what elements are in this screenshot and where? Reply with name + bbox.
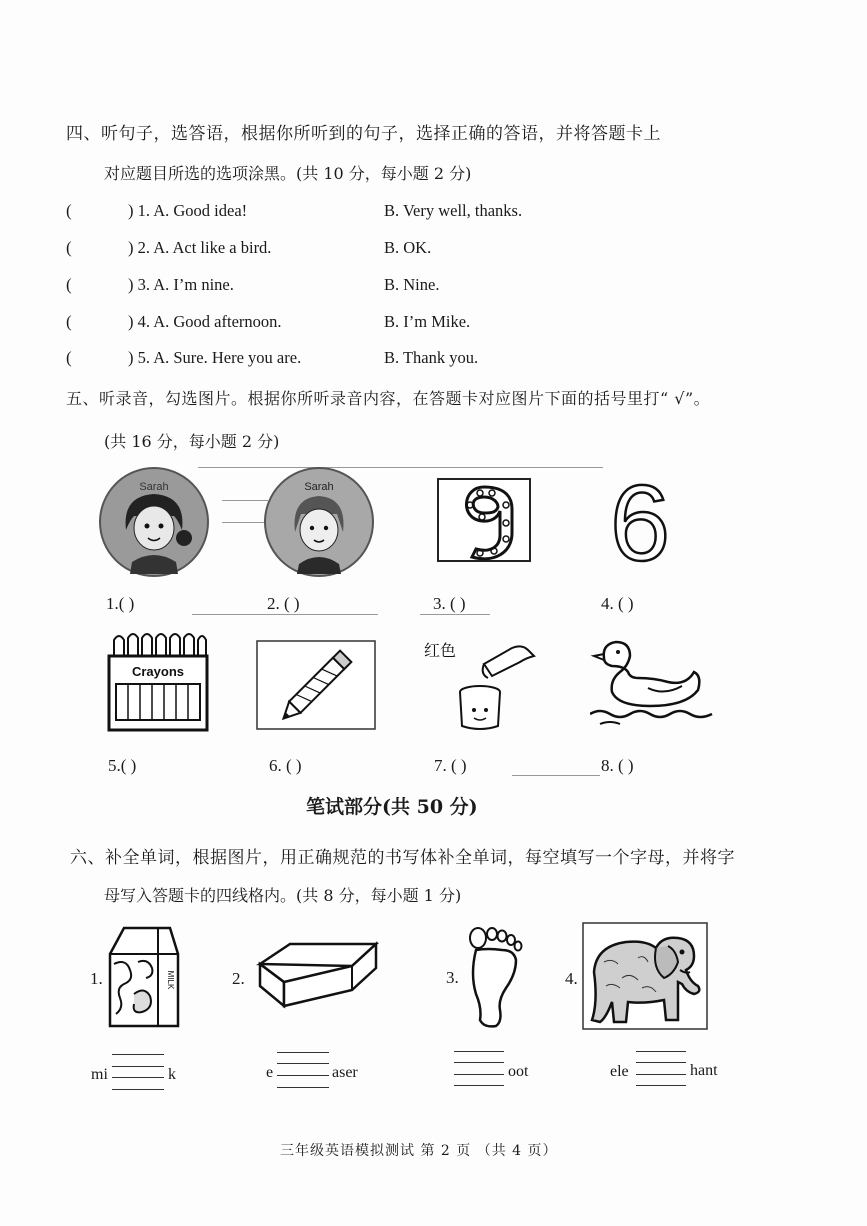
word-suffix: hant bbox=[690, 1062, 718, 1079]
word-prefix: mi bbox=[91, 1066, 108, 1083]
eraser-image bbox=[256, 938, 380, 1010]
picture-label-1[interactable]: 1.( ) bbox=[106, 594, 135, 613]
elephant-image bbox=[582, 922, 708, 1030]
pencil-image bbox=[256, 640, 376, 732]
sarah-badge-image bbox=[263, 466, 375, 578]
word-prefix: e bbox=[266, 1064, 274, 1081]
answer-blank[interactable]: ( bbox=[66, 201, 72, 220]
word-suffix: k bbox=[168, 1066, 176, 1083]
word-prefix: ele bbox=[610, 1063, 629, 1080]
option-a: ) 2. A. Act like a bird. bbox=[128, 238, 272, 257]
picture-label-6[interactable]: 6. ( ) bbox=[269, 756, 302, 775]
red-color-label: 红色 bbox=[424, 643, 457, 660]
crayons-label: Crayons bbox=[131, 664, 185, 679]
section6-subtitle: 母写入答题卡的四线格内。(共 8 分，每小题 1 分) bbox=[104, 886, 462, 905]
answer-blank[interactable]: ( bbox=[66, 312, 72, 331]
picture-label-4[interactable]: 4. ( ) bbox=[601, 594, 634, 613]
option-a: ) 1. A. Good idea! bbox=[128, 201, 248, 220]
badge-name-text: Sarah bbox=[139, 481, 169, 493]
item-number-3: 3. bbox=[446, 968, 459, 987]
option-b: B. Nine. bbox=[384, 275, 440, 294]
option-a: ) 4. A. Good afternoon. bbox=[128, 312, 282, 331]
picture-label-5[interactable]: 5.( ) bbox=[108, 756, 137, 775]
section5-subtitle: (共 16 分，每小题 2 分) bbox=[104, 432, 280, 451]
milk-carton-image bbox=[104, 924, 182, 1030]
picture-label-3[interactable]: 3. ( ) bbox=[433, 594, 466, 613]
picture-label-7[interactable]: 7. ( ) bbox=[434, 756, 467, 775]
badge-name-text: Sarah bbox=[304, 481, 334, 493]
word-suffix: oot bbox=[508, 1063, 529, 1080]
crayons-box-image bbox=[106, 628, 210, 732]
digit-six: 6 bbox=[609, 468, 671, 572]
picture-label-8[interactable]: 8. ( ) bbox=[601, 756, 634, 775]
number-nine-image bbox=[436, 477, 532, 563]
girl-badge-image bbox=[98, 466, 210, 578]
page-footer: 三年级英语模拟测试 第 2 页 （共 4 页） bbox=[280, 1143, 558, 1159]
option-b: B. Thank you. bbox=[384, 348, 479, 367]
section4-subtitle: 对应题目所选的选项涂黑。(共 10 分，每小题 2 分) bbox=[104, 164, 472, 183]
option-a: ) 5. A. Sure. Here you are. bbox=[128, 348, 302, 367]
item-number-4: 4. bbox=[565, 969, 578, 988]
option-a: ) 3. A. I’m nine. bbox=[128, 275, 234, 294]
duck-image bbox=[590, 636, 716, 728]
foot-image bbox=[462, 924, 526, 1030]
option-b: B. OK. bbox=[384, 238, 432, 257]
section5-title: 五、听录音，勾选图片。根据你所听录音内容，在答题卡对应图片下面的括号里打“ √”。 bbox=[66, 389, 711, 408]
number-six-image bbox=[602, 468, 678, 572]
picture-label-2[interactable]: 2. ( ) bbox=[267, 594, 300, 613]
answer-blank[interactable]: ( bbox=[66, 238, 72, 257]
option-b: B. Very well, thanks. bbox=[384, 201, 523, 220]
answer-blank[interactable]: ( bbox=[66, 348, 72, 367]
item-number-2: 2. bbox=[232, 969, 245, 988]
option-b: B. I’m Mike. bbox=[384, 312, 471, 331]
answer-blank[interactable]: ( bbox=[66, 275, 72, 294]
milk-carton-label: MILK bbox=[166, 970, 175, 990]
section6-title: 六、补全单词，根据图片，用正确规范的书写体补全单词，每空填写一个字母，并将字 bbox=[70, 848, 735, 868]
written-part-heading: 笔试部分(共 50 分) bbox=[306, 796, 478, 818]
section4-title: 四、听句子，选答语，根据你所听到的句子，选择正确的答语，并将答题卡上 bbox=[66, 124, 661, 144]
item-number-1: 1. bbox=[90, 969, 103, 988]
word-suffix: aser bbox=[332, 1064, 358, 1081]
red-paint-image bbox=[422, 634, 540, 734]
